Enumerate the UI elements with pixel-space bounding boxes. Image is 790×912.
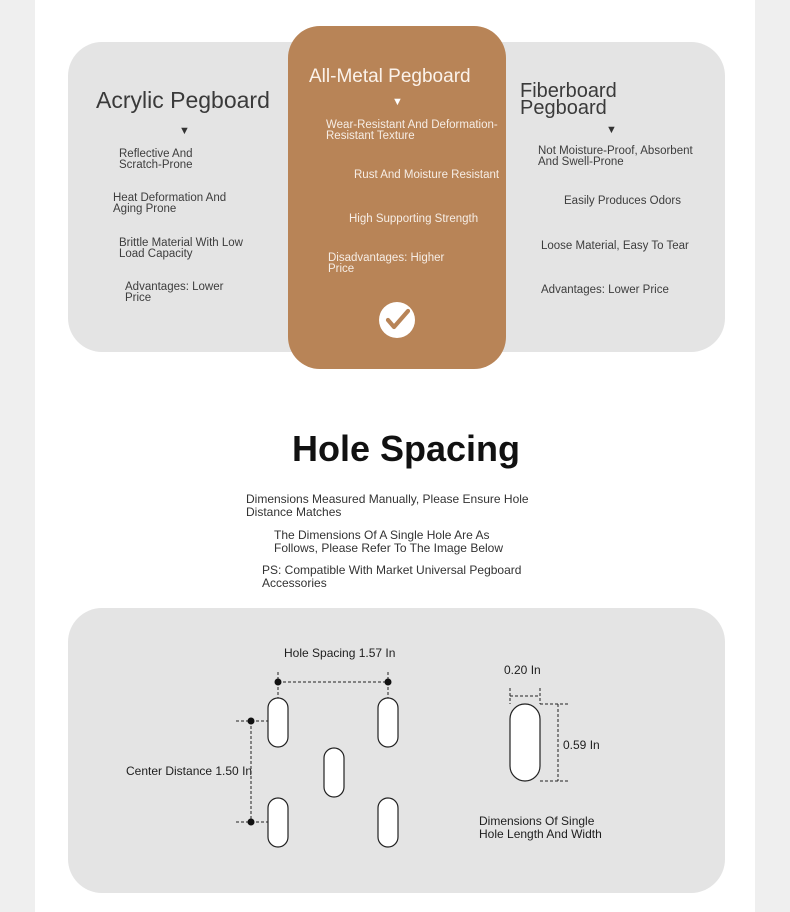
hole-spacing-title: Hole Spacing (291, 428, 521, 469)
single-hole-caption: Dimensions Of Single Hole Length And Width (479, 814, 602, 841)
hole-spacing-label: Hole Spacing 1.57 In (284, 646, 396, 660)
metal-feature-3: High Supporting Strength (349, 213, 479, 225)
hole-width-label: 0.20 In (504, 663, 541, 677)
acrylic-feature-2: Heat Deformation And Aging Prone (113, 192, 227, 215)
metal-feature-4: Disadvantages: Higher Price (328, 252, 445, 275)
acrylic-feature-1: Reflective And Scratch-Prone (119, 148, 193, 171)
fiberboard-arrow-icon: ▼ (606, 124, 617, 136)
center-distance-label: Center Distance 1.50 In (126, 764, 253, 778)
fiberboard-feature-3: Loose Material, Easy To Tear (541, 240, 689, 252)
metal-feature-2: Rust And Moisture Resistant (354, 169, 500, 181)
fiberboard-feature-1: Not Moisture-Proof, Absorbent And Swell-Prone (538, 145, 693, 168)
fiberboard-title: Fiberboard Pegboard (520, 80, 617, 119)
acrylic-title: Acrylic Pegboard (96, 87, 270, 113)
acrylic-feature-3: Brittle Material With Low Load Capacity (119, 237, 243, 260)
fiberboard-feature-2: Easily Produces Odors (564, 195, 681, 207)
check-circle-icon (379, 302, 415, 338)
acrylic-feature-4: Advantages: Lower Price (125, 281, 224, 304)
note-measured: Dimensions Measured Manually, Please Ensure Hole Distance Matches (246, 492, 529, 519)
metal-title: All-Metal Pegboard (309, 66, 471, 87)
hole-spacing-diagram (68, 608, 725, 893)
metal-arrow-icon: ▼ (392, 96, 403, 108)
hole-length-label: 0.59 In (563, 738, 600, 752)
note-compatible: PS: Compatible With Market Universal Pegboard Accessories (262, 563, 522, 590)
acrylic-arrow-icon: ▼ (179, 125, 190, 137)
note-single-hole: The Dimensions Of A Single Hole Are As Follows, Please Refer To The Image Below (274, 528, 504, 555)
metal-feature-1: Wear-Resistant And Deformation-Resistant Texture (326, 119, 498, 142)
fiberboard-feature-4: Advantages: Lower Price (541, 284, 669, 296)
